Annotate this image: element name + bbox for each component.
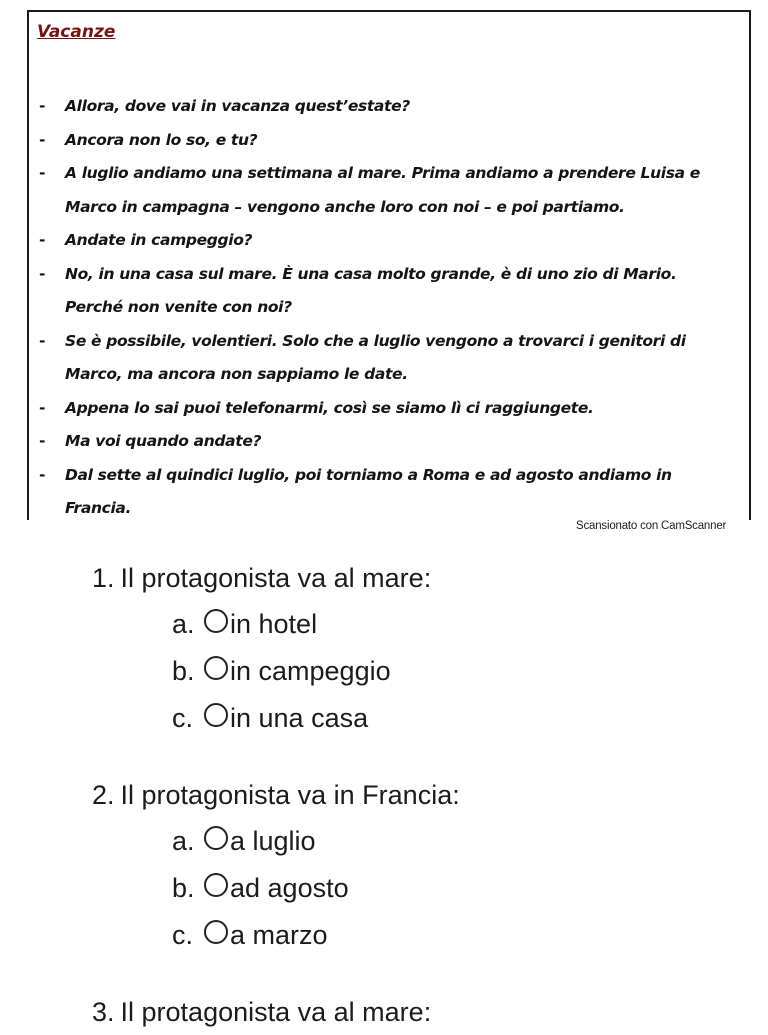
option-letter: c. xyxy=(172,703,194,733)
question-text: Il protagonista va al mare: xyxy=(120,563,432,593)
option-text: in una casa xyxy=(230,703,369,733)
document-title: Vacanze xyxy=(37,22,116,42)
dialogue-line: - Andate in campeggio? xyxy=(39,231,253,249)
option-2b[interactable] xyxy=(172,865,768,912)
scanner-watermark: Scansionato con CamScanner xyxy=(576,520,727,532)
dialogue-text: Appena lo sai puoi telefonarmi, così se siamo lì ci raggiungete. xyxy=(65,398,594,417)
option-letter: a. xyxy=(172,609,195,639)
option-letter: a. xyxy=(172,826,195,856)
option-2a[interactable] xyxy=(172,818,768,865)
dialogue-text: Andate in campeggio? xyxy=(65,231,253,249)
scanned-document xyxy=(27,10,751,520)
quiz xyxy=(0,555,768,1035)
radio-button[interactable] xyxy=(204,826,228,850)
option-text: a luglio xyxy=(230,826,316,856)
question-text: Il protagonista va al mare: xyxy=(120,997,432,1027)
dialogue-line: - Appena lo sai puoi telefonarmi, così se siamo lì ci raggiungete. xyxy=(39,398,594,417)
radio-button[interactable] xyxy=(204,656,228,680)
question-number: 1. xyxy=(92,563,115,593)
dialogue-text: Ma voi quando andate? xyxy=(65,432,262,450)
option-text: in campeggio xyxy=(230,656,391,686)
dialogue-text: Ancora non lo so, e tu? xyxy=(65,130,258,149)
option-text: in hotel xyxy=(230,609,318,639)
radio-button[interactable] xyxy=(204,873,228,897)
question-2 xyxy=(92,772,768,818)
question-number: 2. xyxy=(92,780,115,810)
radio-button[interactable] xyxy=(204,920,228,944)
option-text: a marzo xyxy=(230,920,328,950)
option-letter: b. xyxy=(172,873,195,903)
option-letter: b. xyxy=(172,656,195,686)
dialogue-line: - Allora, dove vai in vacanza quest’estate? xyxy=(39,97,410,115)
question-text: Il protagonista va in Francia: xyxy=(120,780,460,810)
dialogue-line: - Ancora non lo so, e tu? xyxy=(39,130,258,149)
radio-button[interactable] xyxy=(204,609,228,633)
dialogue-line: - A luglio andiamo una settimana al mare. Prima andiamo a prendere Luisa e Marco in campagna – vengono anche loro con noi – e poi partiamo. xyxy=(39,164,700,216)
dialogue-text: Allora, dove vai in vacanza quest’estate? xyxy=(65,97,410,115)
dialogue-text: Se è possibile, volentieri. Solo che a luglio vengono a trovarci i genitori di Marco, ma ancora non sappiamo le date. xyxy=(65,331,686,383)
question-3 xyxy=(92,989,768,1035)
dialogue-line: - Dal sette al quindici luglio, poi torniamo a Roma e ad agosto andiamo in Francia. xyxy=(39,465,672,517)
radio-button[interactable] xyxy=(204,703,228,727)
option-1c[interactable] xyxy=(172,695,768,742)
option-2c[interactable] xyxy=(172,912,768,959)
option-text: ad agosto xyxy=(230,873,349,903)
question-1 xyxy=(92,555,768,601)
dialogue-line: - Se è possibile, volentieri. Solo che a luglio vengono a trovarci i genitori di Marco, ma ancora non sappiamo le date. xyxy=(39,331,686,383)
dialogue-text: No, in una casa sul mare. È una casa molto grande, è di uno zio di Mario. Perché non venite con noi? xyxy=(65,264,677,316)
option-1b[interactable] xyxy=(172,648,768,695)
option-letter: c. xyxy=(172,920,194,950)
dialogue-line: - Ma voi quando andate? xyxy=(39,432,262,450)
dialogue-text: Dal sette al quindici luglio, poi torniamo a Roma e ad agosto andiamo in Francia. xyxy=(65,465,672,517)
question-number: 3. xyxy=(92,997,115,1027)
dialogue-line: - No, in una casa sul mare. È una casa molto grande, è di uno zio di Mario. Perché non venite con noi? xyxy=(39,264,677,316)
dialogue-list xyxy=(37,90,735,526)
dialogue-text: A luglio andiamo una settimana al mare. Prima andiamo a prendere Luisa e Marco in campagna – vengono anche loro con noi – e poi partiamo. xyxy=(65,164,700,216)
option-1a[interactable] xyxy=(172,601,768,648)
